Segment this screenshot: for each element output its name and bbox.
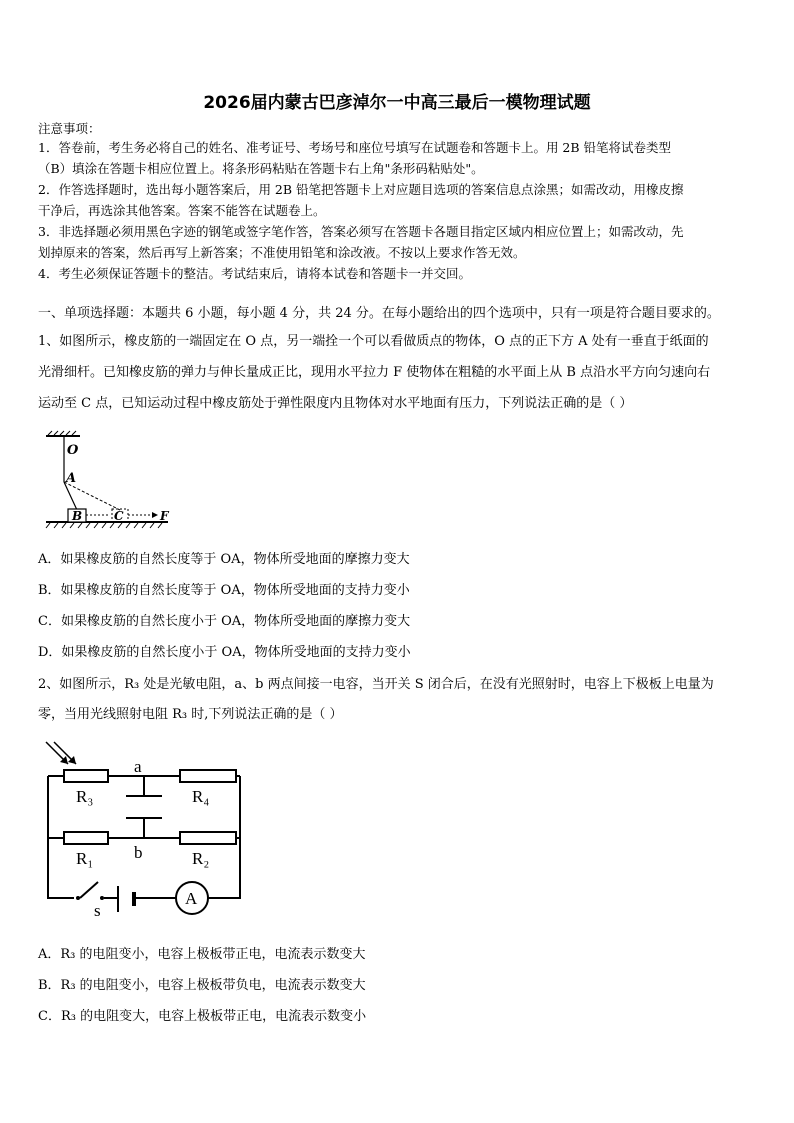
switch-pivot bbox=[76, 896, 80, 900]
left-bottom-wire bbox=[48, 842, 74, 898]
label-a: A bbox=[66, 471, 77, 486]
rubber-band-slant bbox=[64, 482, 77, 510]
resistor-r2 bbox=[180, 832, 236, 844]
label-c: C bbox=[114, 509, 124, 523]
circuit-figure bbox=[38, 740, 248, 920]
label-o: O bbox=[67, 443, 79, 458]
question-1-line: 1、如图所示，橡皮筋的一端固定在 O 点，另一端拴一个可以看做质点的物体，O 点的正下方 A 处有一垂直于纸面的 bbox=[38, 334, 709, 349]
notice-line: （B）填涂在答题卡相应位置上。将条形码粘贴在答题卡右上角"条形码粘贴处"。 bbox=[38, 161, 484, 176]
q1-option-a: A．如果橡皮筋的自然长度等于 OA，物体所受地面的摩擦力变大 bbox=[38, 552, 410, 567]
label-r1: R₁ bbox=[76, 849, 94, 868]
rubber-band-figure bbox=[40, 430, 175, 535]
label-r3: R₃ bbox=[76, 787, 94, 806]
q1-option-d: D．如果橡皮筋的自然长度小于 OA，物体所受地面的支持力变小 bbox=[38, 645, 411, 660]
ceiling-hatch bbox=[48, 431, 76, 435]
ground-hatch bbox=[46, 523, 162, 528]
label-b: B bbox=[72, 509, 83, 523]
label-ammeter: A bbox=[185, 889, 198, 908]
notice-line: 干净后，再选涂其他答案。答案不能答在试题卷上。 bbox=[38, 203, 326, 218]
q2-option-a: A．R₃ 的电阻变小，电容上极板带正电，电流表示数变大 bbox=[38, 947, 366, 962]
label-b: b bbox=[134, 843, 143, 862]
q2-option-c: C．R₃ 的电阻变大，电容上极板带正电，电流表示数变小 bbox=[38, 1009, 367, 1024]
notice-heading: 注意事项： bbox=[38, 121, 101, 136]
arrowhead-icon bbox=[152, 512, 158, 518]
resistor-r1 bbox=[64, 832, 108, 844]
notice-line: 1．答卷前，考生务必将自己的姓名、准考证号、考场号和座位号填写在试题卷和答题卡上。用 2B 铅笔将试卷类型 bbox=[38, 140, 672, 155]
resistor-r4 bbox=[180, 770, 236, 782]
page-title: 2026届内蒙古巴彦淖尔一中高三最后一模物理试题 bbox=[203, 93, 591, 113]
label-a: a bbox=[134, 757, 142, 776]
q2-option-b: B．R₃ 的电阻变小，电容上极板带负电，电流表示数变大 bbox=[38, 978, 366, 993]
notice-line: 4．考生必须保证答题卡的整洁。考试结束后，请将本试卷和答题卡一并交回。 bbox=[38, 266, 471, 281]
switch-contact bbox=[100, 896, 104, 900]
rubber-band-dashed bbox=[64, 482, 120, 510]
q1-option-c: C．如果橡皮筋的自然长度小于 OA，物体所受地面的摩擦力变大 bbox=[38, 614, 411, 629]
section-heading: 一、单项选择题：本题共 6 小题，每小题 4 分，共 24 分。在每小题给出的四个选项中，只有一项是符合题目要求的。 bbox=[38, 306, 720, 321]
label-r4: R₄ bbox=[192, 787, 210, 806]
label-f: F bbox=[160, 509, 169, 523]
label-r2: R₂ bbox=[192, 849, 210, 868]
notice-line: 3．非选择题必须用黑色字迹的钢笔或签字笔作答，答案必须写在答题卡各题目指定区域内相应位置上；如需改动，先 bbox=[38, 224, 684, 239]
question-1-line: 光滑细杆。已知橡皮筋的弹力与伸长量成正比，现用水平拉力 F 使物体在粗糙的水平面上从 B 点沿水平方向匀速向右 bbox=[38, 365, 711, 380]
question-2-line: 零，当用光线照射电阻 R₃ 时,下列说法正确的是（ ） bbox=[38, 707, 343, 722]
question-2-line: 2、如图所示，R₃ 处是光敏电阻，a、b 两点间接一电容，当开关 S 闭合后，在没有光照射时，电容上下极板上电量为 bbox=[38, 677, 714, 692]
notice-line: 2．作答选择题时，选出每小题答案后，用 2B 铅笔把答题卡上对应题目选项的答案信息点涂黑；如需改动，用橡皮擦 bbox=[38, 182, 684, 197]
switch-s bbox=[80, 882, 98, 898]
resistor-r3 bbox=[64, 770, 108, 782]
notice-line: 划掉原来的答案，然后再写上新答案；不准使用铅笔和涂改液。不按以上要求作答无效。 bbox=[38, 245, 526, 260]
question-1-line: 运动至 C 点，已知运动过程中橡皮筋处于弹性限度内且物体对水平地面有压力，下列说法正确的是（ ） bbox=[38, 396, 633, 411]
label-s: s bbox=[94, 901, 101, 920]
q1-option-b: B．如果橡皮筋的自然长度等于 OA，物体所受地面的支持力变小 bbox=[38, 583, 410, 598]
